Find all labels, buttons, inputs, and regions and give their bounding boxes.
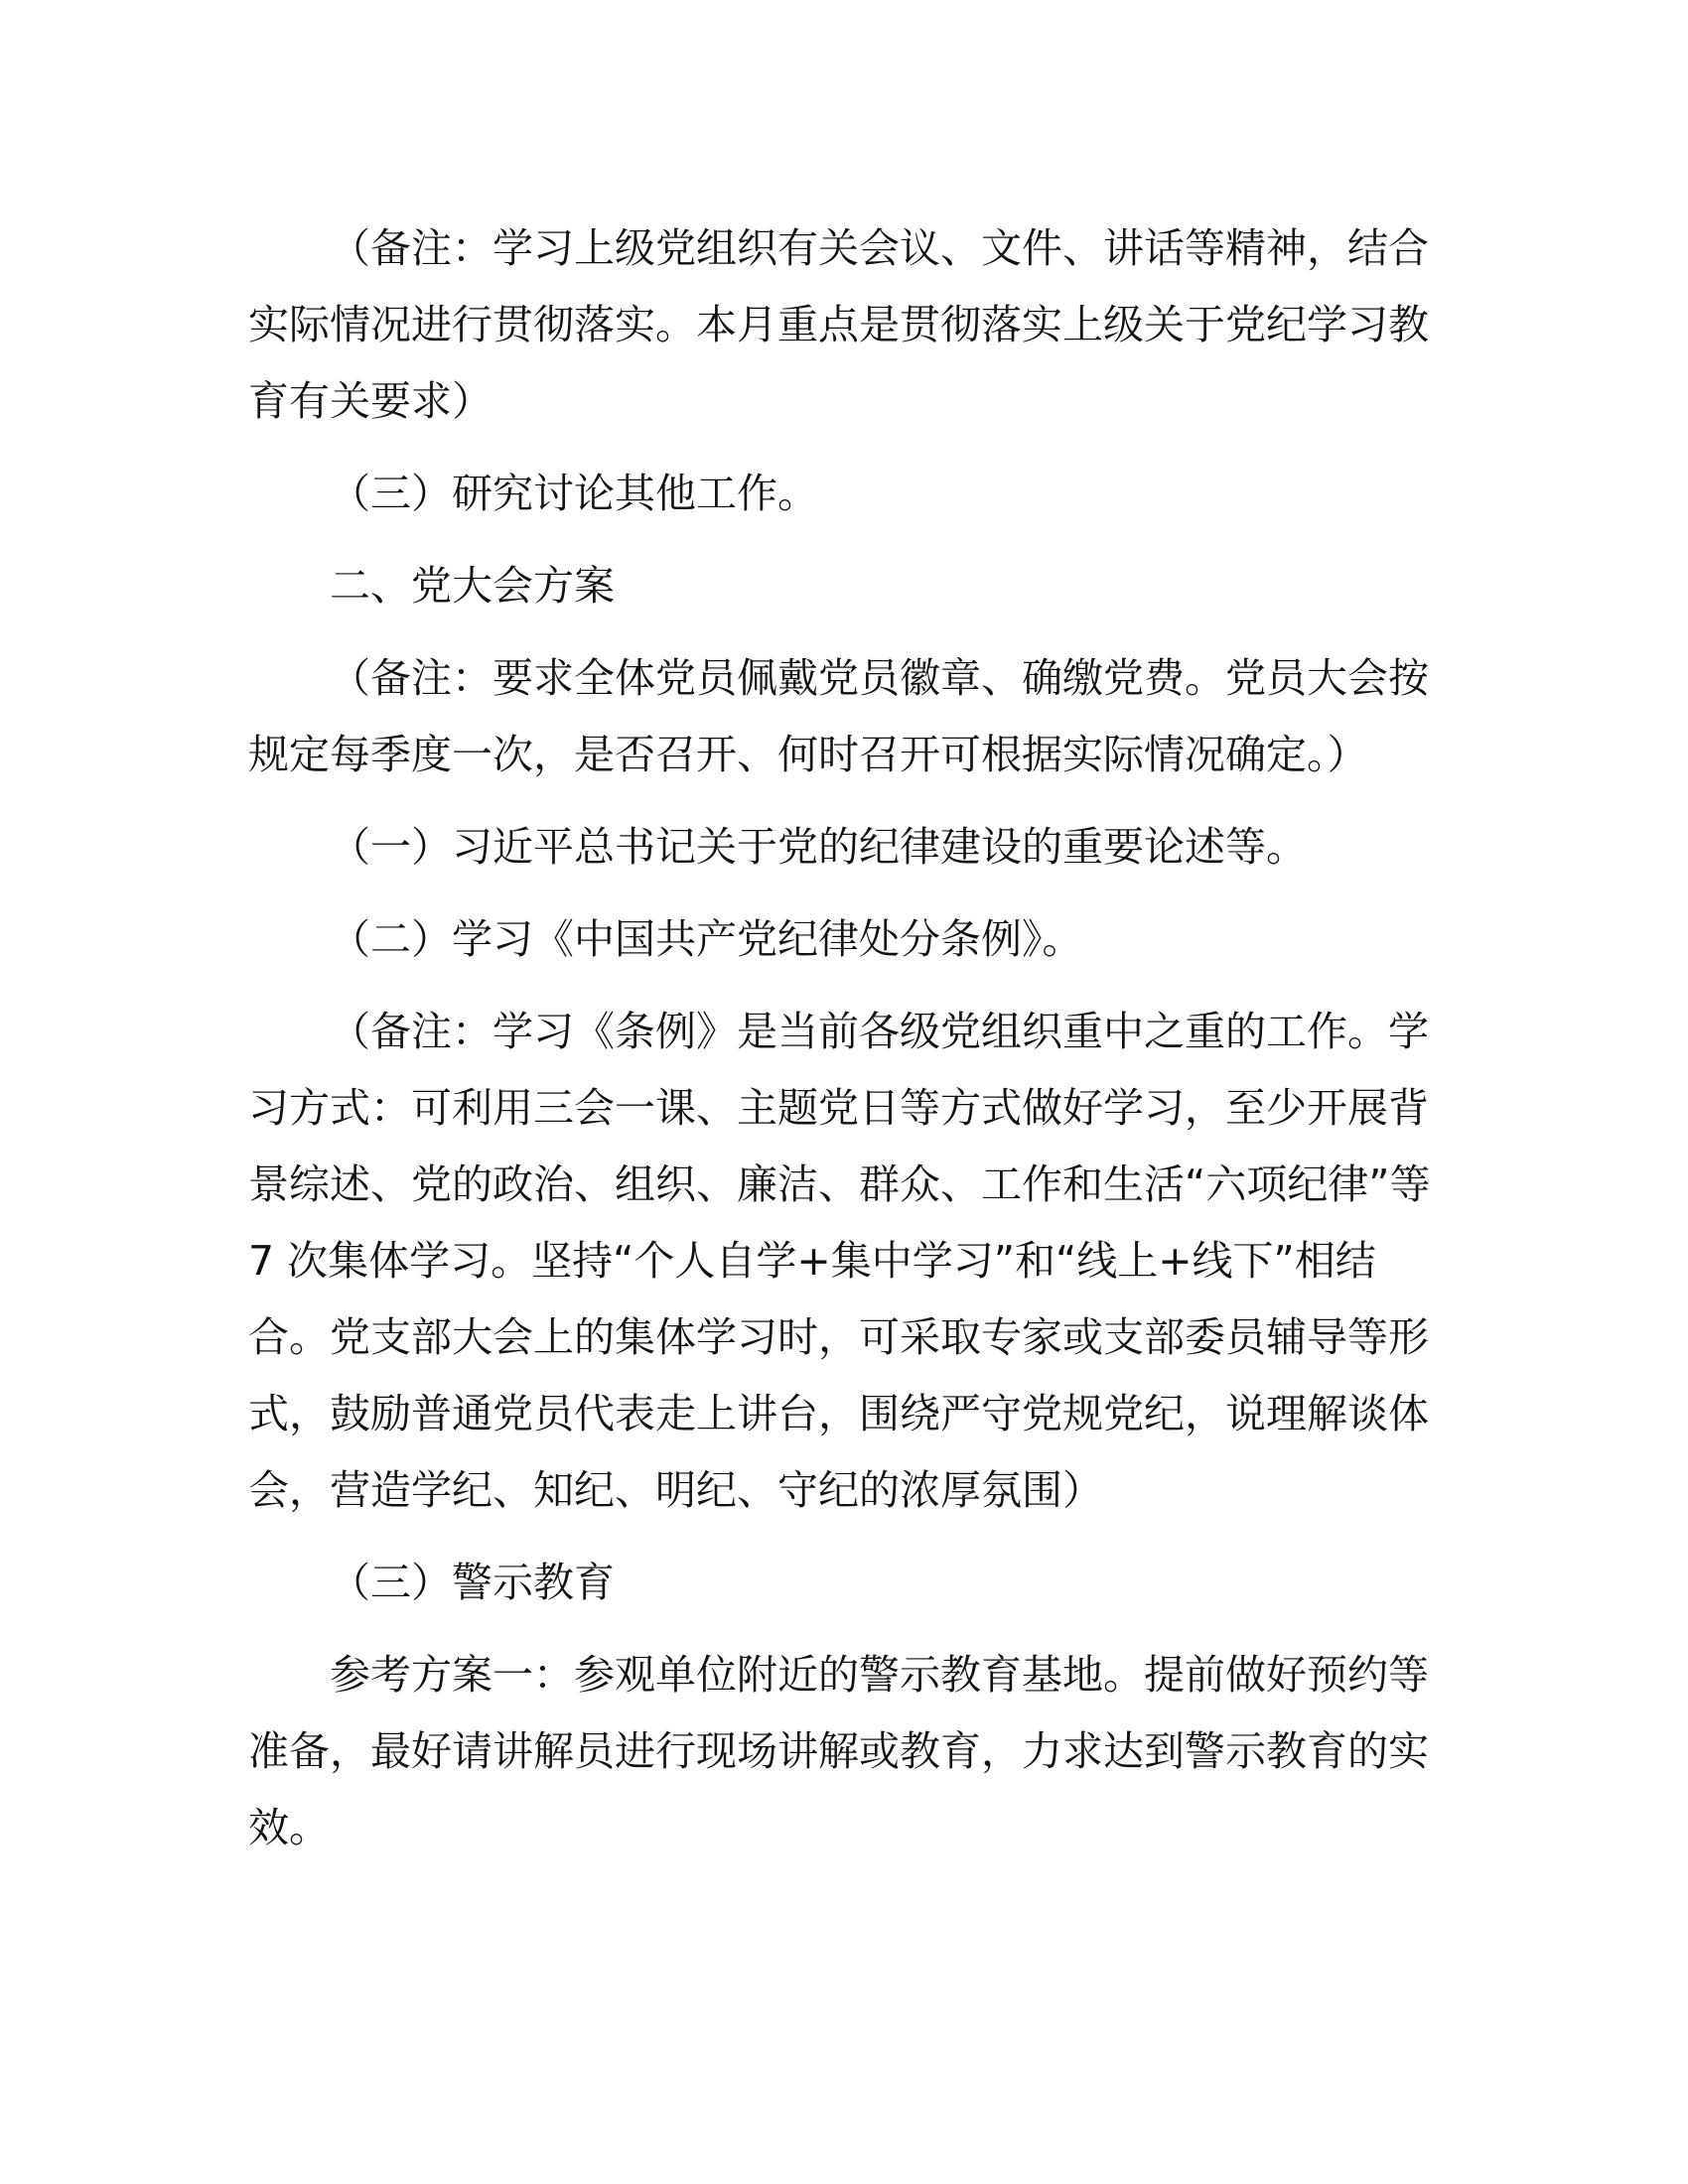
paragraph-reference-plan-one: 参考方案一：参观单位附近的警示教育基地。提前做好预约等准备，最好请讲解员进行现场讲解或教育，力求达到警示教育的实效。 <box>248 1651 1429 1851</box>
paragraph-xi-discipline: （一）习近平总书记关于党的纪律建设的重要论述等。 <box>330 823 1307 871</box>
paragraph-note-superior-spirit: （备注：学习上级党组织有关会议、文件、讲话等精神，结合实际情况进行贯彻落实。本月重点是贯彻落实上级关于党纪学习教育有关要求） <box>248 224 1429 425</box>
paragraph-note-party-badge: （备注：要求全体党员佩戴党员徽章、确缴党费。党员大会按规定每季度一次，是否召开、何时召开可根据实际情况确定。） <box>248 654 1429 778</box>
section-heading-party-congress: 二、党大会方案 <box>330 562 615 610</box>
paragraph-warning-education: （三）警示教育 <box>330 1559 615 1606</box>
document-body <box>248 210 1440 1866</box>
paragraph-study-regulations: （二）学习《中国共产党纪律处分条例》。 <box>330 915 1083 963</box>
paragraph-note-study-method: （备注：学习《条例》是当前各级党组织重中之重的工作。学习方式：可利用三会一课、主题党日等方式做好学习，至少开展背景综述、党的政治、组织、廉洁、群众、工作和生活“六项纪律”等 7 次集体学习。坚持“个人自学+集中学习”和“线上+线下”相结合。党支部大会上的集体学习时，可采取专家或支部委员辅导等形式，鼓励普通党员代表走上讲台，围绕严守党规党纪，说理解谈体会，营造学纪、知纪、明纪、守纪的浓厚氛围） <box>248 1008 1431 1514</box>
paragraph-discuss-other-work: （三）研究讨论其他工作。 <box>330 470 818 517</box>
